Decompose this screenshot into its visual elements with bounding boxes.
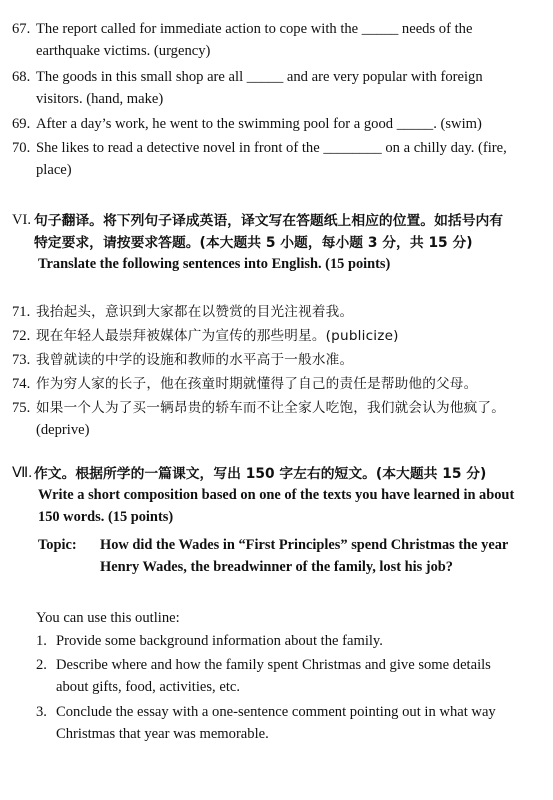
question-text-line: 我曾就读的中学的设施和教师的水平高于一般水准。 xyxy=(36,352,354,368)
outline-item-3 xyxy=(36,702,538,745)
question-text-line: (deprive) xyxy=(36,421,90,438)
question-number: 71. xyxy=(12,304,31,320)
section-instructions-en: 150 words. (15 points) xyxy=(38,508,174,525)
question-71 xyxy=(12,302,538,324)
section-vii-header xyxy=(12,463,542,528)
topic-label: Topic: xyxy=(38,537,77,553)
outline-intro: You can use this outline: xyxy=(36,610,180,626)
section-instructions-cn: 句子翻译。将下列句子译成英语，译文写在答题纸上相应的位置。如括号内有 xyxy=(34,213,504,229)
question-number: 75. xyxy=(12,400,31,416)
outline-item-2 xyxy=(36,655,538,698)
question-number: 73. xyxy=(12,352,31,368)
question-text-line: 作为穷人家的长子，他在孩童时期就懂得了自己的责任是帮助他的父母。 xyxy=(36,376,478,392)
question-text-line: visitors. (hand, make) xyxy=(36,90,164,107)
outline-text-line: Conclude the essay with a one-sentence comment pointing out in what way xyxy=(56,704,496,720)
topic-text-line: Henry Wades, the breadwinner of the family, lost his job? xyxy=(100,558,453,575)
section-vi-header xyxy=(12,210,542,276)
question-text-line: place) xyxy=(36,161,72,178)
question-number: 74. xyxy=(12,376,31,392)
outline-number: 3. xyxy=(36,704,47,720)
outline-text-line: about gifts, food, activities, etc. xyxy=(56,678,240,695)
question-number: 67. xyxy=(12,21,31,37)
question-number: 69. xyxy=(12,116,31,132)
question-text-line: 我抬起头，意识到大家都在以赞赏的目光注视着我。 xyxy=(36,304,354,320)
section-instructions-cn: 特定要求，请按要求答题。(本大题共 5 小题，每小题 3 分，共 15 分) xyxy=(34,235,473,251)
outline-text-line: Describe where and how the family spent Christmas and give some details xyxy=(56,657,491,673)
question-72 xyxy=(12,326,538,348)
question-69 xyxy=(12,114,538,136)
question-75 xyxy=(12,398,538,441)
question-73 xyxy=(12,350,538,372)
question-text-line: The goods in this small shop are all _____ and are very popular with foreign xyxy=(36,69,483,85)
section-instructions-cn: 作文。根据所学的一篇课文，写出 150 字左右的短文。(本大题共 15 分) xyxy=(34,466,487,482)
question-67 xyxy=(12,19,538,62)
question-number: 70. xyxy=(12,140,31,156)
question-number: 72. xyxy=(12,328,31,344)
outline-number: 2. xyxy=(36,657,47,673)
outline-text-line: Christmas that year was memorable. xyxy=(56,725,269,742)
question-text-line: She likes to read a detective novel in front of the ________ on a chilly day. (fire, xyxy=(36,140,507,156)
section-number: VI. xyxy=(12,212,32,228)
section-instructions-en: Write a short composition based on one of the texts you have learned in about xyxy=(38,487,515,503)
composition-topic xyxy=(38,535,538,578)
outline-text-line: Provide some background information about the family. xyxy=(56,633,383,649)
question-text-line: earthquake victims. (urgency) xyxy=(36,42,211,59)
question-text-line: After a day’s work, he went to the swimming pool for a good _____. (swim) xyxy=(36,116,482,132)
question-74 xyxy=(12,374,538,396)
outline-number: 1. xyxy=(36,633,47,649)
question-text-line: The report called for immediate action to cope with the _____ needs of the xyxy=(36,21,473,37)
question-68 xyxy=(12,67,538,110)
question-number: 68. xyxy=(12,69,31,85)
section-instructions-en: Translate the following sentences into English. (15 points) xyxy=(38,256,391,272)
topic-text-line: How did the Wades in “First Principles” spend Christmas the year xyxy=(100,537,509,553)
question-70 xyxy=(12,138,538,181)
question-text-line: 如果一个人为了买一辆昂贵的轿车而不让全家人吃饱，我们就会认为他疯了。 xyxy=(36,400,505,416)
outline-item-1 xyxy=(36,631,538,653)
question-text-line: 现在年轻人最崇拜被媒体广为宣传的那些明星。(publicize) xyxy=(36,328,399,344)
section-number: Ⅶ. xyxy=(12,465,32,481)
